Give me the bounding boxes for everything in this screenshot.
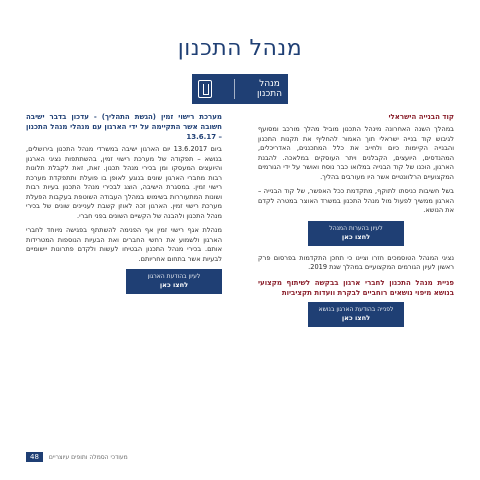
association-announcement-button[interactable] [126,269,222,294]
permit-system-heading: מערכת רישוי זמין (הגשת התהליך) - עדכון בדבר ישיבה חשובה אשר התקיימה על ידי הארגון עם מנהלי מנהל התכנון – 13.6.17 [26,113,222,141]
building-code-paragraph-3: נציגי המנהל הטוסמכים חזרו וציינו כי תחכן התקדמות בפרסום פרק ראשון לעיון הגורמים המקצועיים במהלך שנת 2019. [258,253,454,271]
cross-topics-heading: פניית מנהל התכנון לחברי ארגון בבקשה לשיתוף מקצועי בנושא מיפוי נושאים רוחביים לבקרת וועדות תקציביות [258,278,454,297]
building-code-heading: קוד הבנייה הישראלי [388,113,454,121]
logo-divider [234,79,235,99]
left-column [26,112,222,302]
building-code-paragraph-1: במהלך השנה האחרונה מינהל התכנון מוביל מהלך מורכב ומסועף לגיבוש קוד בנייה ישראלי תוך האמור להחליף את תקנות התכנון והבנייה הקיימות כיום ולחייב את כלל המתכננים, האדריכלים, המהנדסים, היועצים, הקבלנים ויתר העוסקים במלאכה. להבנת הארגון, הוכנו של קוד הבנייה במלואו כבר נוסח ואושר על ידי הגורמים המקצועיים הרלוונטיים אשר היו מעורבים בהליך. [258,125,454,181]
permit-system-paragraph-1: ביום 13.6.2017 יום הארגון ישיבה במשרדי מנהל התכנון בירושלים, בנושא – תפקודה של מערכת רישוי זמין, בהשתתפות נציגי הארגון והיועצים המעסקו ומן בכירי מנהל תכנון. זאת, זאת לקבלת תלונות רבות מחברי הארגון שונים בנוגע לאופן בו פועלת ותתפקדת מערכת רישוי זמין. במסגרת הישיבה, הוצג לבכירי מנהל התכנון בעיות רבות ושונות המתעוררות בשימוש במהלך העבודה השוטפת בעקבות הפעלת מערכת רישוי זמין. הארגון זכה לאוזן קשבת לעניינים שונים של בכירי מנהל התכנון ולהבנה של הקשיים השונים בפני חברי. [26,145,222,220]
association-notice-button[interactable] [308,302,404,327]
association-announcement-button-title: לעיון בהודעת הארגון [147,273,201,280]
association-notice-button-link[interactable]: לחצו כאן [341,313,371,322]
permit-system-paragraph-2: מנהלת אגף רישוי זמין אף הפנימה להשתתף בפגישה מיוחד לחברי הארגון ולשמוע את רחשי החברים ואת הבעיות הנוספות המטרידות אותם. בכירי מנהל התכנון הבטיחו לעשות ולקדם פתרונות יישומיים לבעיות אשר בתחום אחריותם. [26,226,222,263]
right-column [258,112,454,335]
page-footer [26,452,128,462]
association-announcement-button-link[interactable]: לחצו כאן [159,281,189,289]
admin-comments-button-link[interactable]: לחצו כאן [341,232,371,241]
footer-caption: מעודכי הסמלה ותופים עיוצריים [48,453,128,461]
admin-comments-button-title: לעיון בהערות המנהל [329,224,383,232]
page-title: מנהל התכנון [177,36,303,61]
building-code-paragraph-2: בשל חשיבות כניסתו לתוקף, מתקדמת ככל האפשר, של קוד הבנייה – הארגון ממשיך לפעול מול מנהל התכנון במשרד האוצר במטרה לקדם את הנושא. [258,187,454,214]
page-number: 48 [26,452,43,462]
logo-line-1: מנהל [259,79,280,89]
association-notice-button-title: לפנייה בהודעת הארגון בנושא [318,305,394,313]
planning-administration-logo [192,74,288,104]
emblem-icon [198,80,212,98]
logo-text [257,79,282,99]
logo-line-2: התכנון [256,89,282,99]
admin-comments-button[interactable] [308,221,404,246]
